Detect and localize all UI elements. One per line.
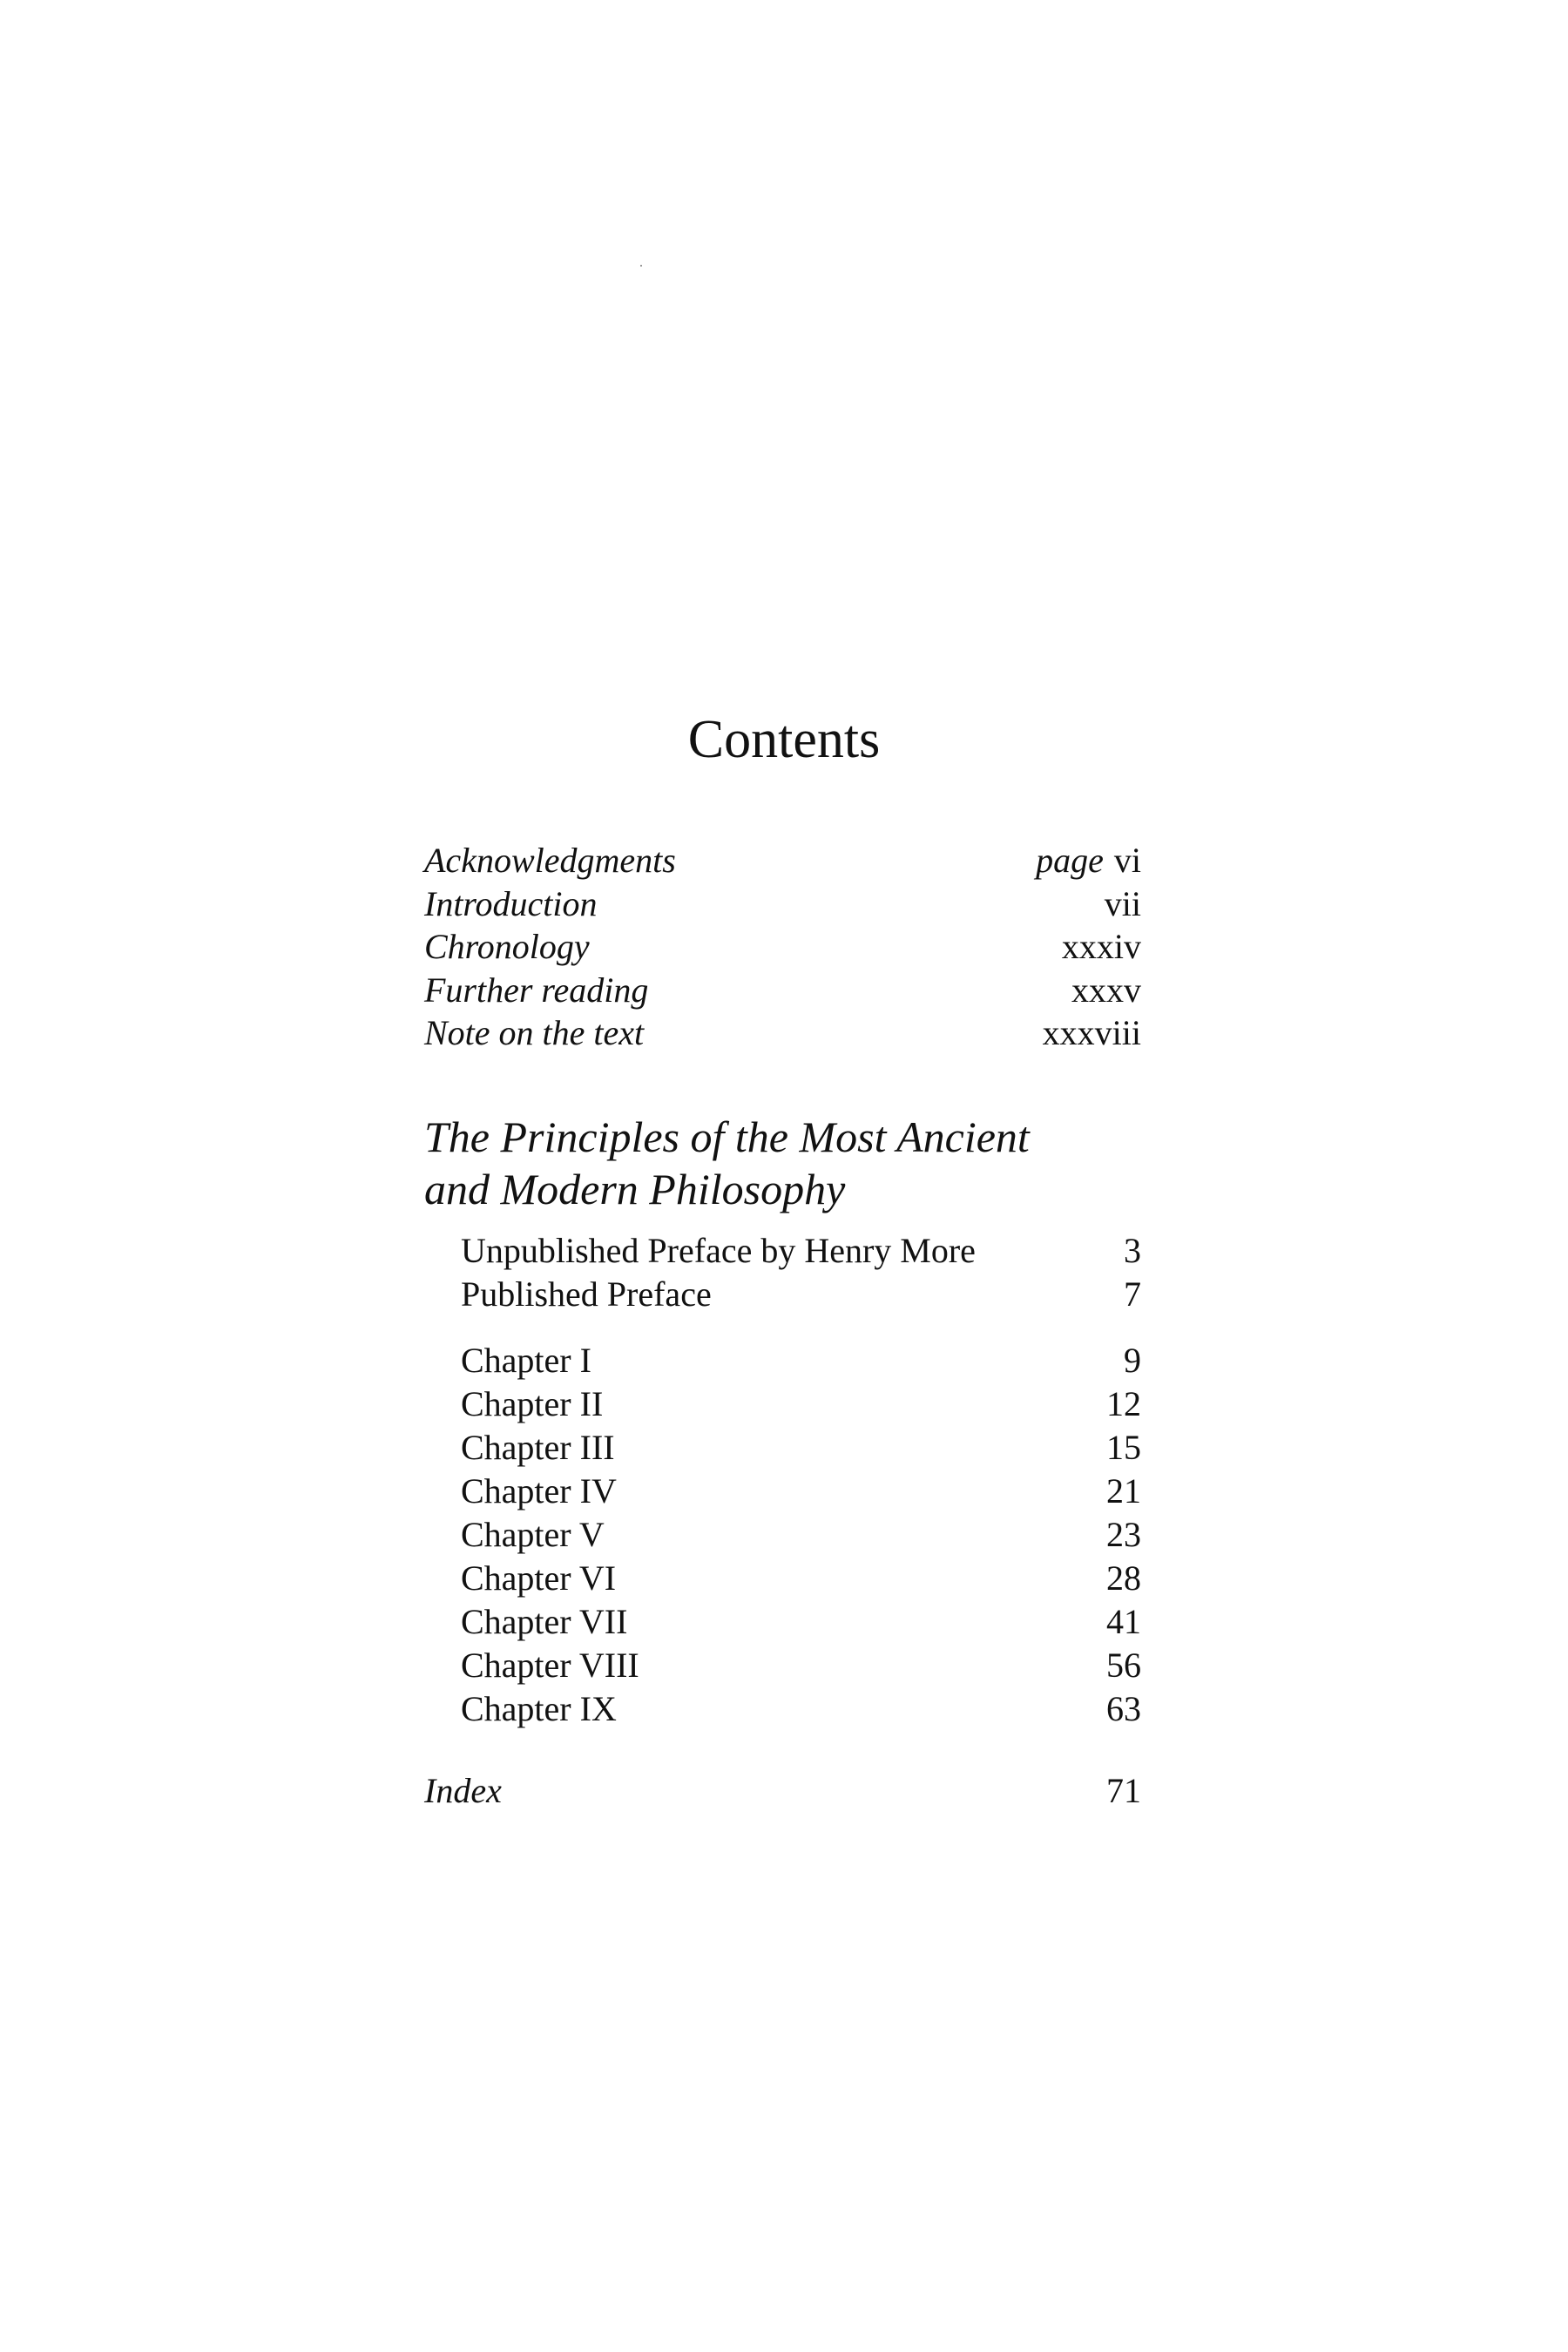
toc-entry-chapter-6[interactable] bbox=[424, 1557, 1141, 1600]
toc-entry-label: Further reading bbox=[424, 970, 649, 1010]
toc-entry-label: Chapter IV bbox=[461, 1471, 617, 1511]
toc-entry-page: 71 bbox=[1106, 1771, 1141, 1810]
toc-entry-label: Chapter V bbox=[461, 1515, 605, 1554]
toc-entry-label: Chronology bbox=[424, 927, 590, 966]
toc-entry-label: Chapter IX bbox=[461, 1689, 617, 1728]
toc-entry-page: 23 bbox=[1106, 1515, 1141, 1554]
toc-entry-label: Chapter VIII bbox=[461, 1646, 639, 1685]
front-matter-list bbox=[424, 839, 1141, 1055]
print-speck bbox=[640, 265, 642, 267]
toc-entry-chapter-8[interactable] bbox=[424, 1644, 1141, 1687]
toc-entry-page: 9 bbox=[1124, 1341, 1141, 1380]
toc-entry-label: Published Preface bbox=[461, 1274, 712, 1314]
index-entry-container bbox=[424, 1769, 1141, 1813]
toc-entry-page: 28 bbox=[1106, 1558, 1141, 1598]
toc-entry-label: Chapter VII bbox=[461, 1602, 628, 1641]
page-number: vi bbox=[1113, 841, 1141, 880]
toc-entry-chapter-7[interactable] bbox=[424, 1600, 1141, 1644]
toc-entry-chapter-9[interactable] bbox=[424, 1687, 1141, 1731]
toc-entry-chapter-5[interactable] bbox=[424, 1513, 1141, 1557]
toc-entry-index[interactable] bbox=[424, 1769, 1141, 1813]
toc-entry-label: Chapter II bbox=[461, 1384, 604, 1423]
toc-entry-page: 7 bbox=[1124, 1274, 1141, 1314]
prefaces-list bbox=[424, 1229, 1141, 1316]
toc-entry-unpublished-preface[interactable] bbox=[424, 1229, 1141, 1273]
toc-entry-label: Chapter I bbox=[461, 1341, 591, 1380]
toc-entry-page: 12 bbox=[1106, 1384, 1141, 1423]
toc-entry-acknowledgments[interactable] bbox=[424, 839, 1141, 882]
toc-entry-note-on-the-text[interactable] bbox=[424, 1011, 1141, 1055]
toc-entry-introduction[interactable] bbox=[424, 882, 1141, 926]
toc-entry-published-preface[interactable] bbox=[424, 1273, 1141, 1316]
toc-entry-label: Chapter VI bbox=[461, 1558, 617, 1598]
part-title-line-2: and Modern Philosophy bbox=[424, 1165, 846, 1213]
toc-entry-label: Acknowledgments bbox=[424, 841, 676, 880]
toc-entry-page: xxxiv bbox=[1061, 927, 1141, 966]
toc-entry-page: 56 bbox=[1106, 1646, 1141, 1685]
page-prefix: page bbox=[1036, 841, 1104, 880]
part-title-line-1: The Principles of the Most Ancient bbox=[424, 1112, 1030, 1161]
toc-entry-page bbox=[1036, 839, 1141, 882]
toc-entry-label: Index bbox=[424, 1771, 502, 1810]
toc-entry-chapter-2[interactable] bbox=[424, 1382, 1141, 1426]
toc-entry-page: 21 bbox=[1106, 1471, 1141, 1511]
toc-entry-page: 41 bbox=[1106, 1602, 1141, 1641]
toc-entry-label: Introduction bbox=[424, 883, 598, 923]
toc-entry-chapter-1[interactable] bbox=[424, 1339, 1141, 1382]
toc-entry-label: Chapter III bbox=[461, 1428, 615, 1467]
toc-entry-chronology[interactable] bbox=[424, 925, 1141, 969]
toc-entry-page: vii bbox=[1104, 883, 1141, 923]
toc-entry-page: xxxv bbox=[1071, 970, 1141, 1010]
part-title bbox=[424, 1111, 1030, 1215]
toc-entry-label: Unpublished Preface by Henry More bbox=[461, 1231, 976, 1270]
toc-entry-further-reading[interactable] bbox=[424, 969, 1141, 1012]
toc-entry-chapter-3[interactable] bbox=[424, 1426, 1141, 1470]
chapters-list bbox=[424, 1339, 1141, 1731]
toc-entry-page: 15 bbox=[1106, 1428, 1141, 1467]
toc-entry-page: 63 bbox=[1106, 1689, 1141, 1728]
page-title: Contents bbox=[687, 710, 881, 769]
toc-entry-label: Note on the text bbox=[424, 1013, 645, 1052]
toc-entry-chapter-4[interactable] bbox=[424, 1470, 1141, 1513]
toc-entry-page: xxxviii bbox=[1042, 1013, 1141, 1052]
toc-entry-page: 3 bbox=[1124, 1231, 1141, 1270]
